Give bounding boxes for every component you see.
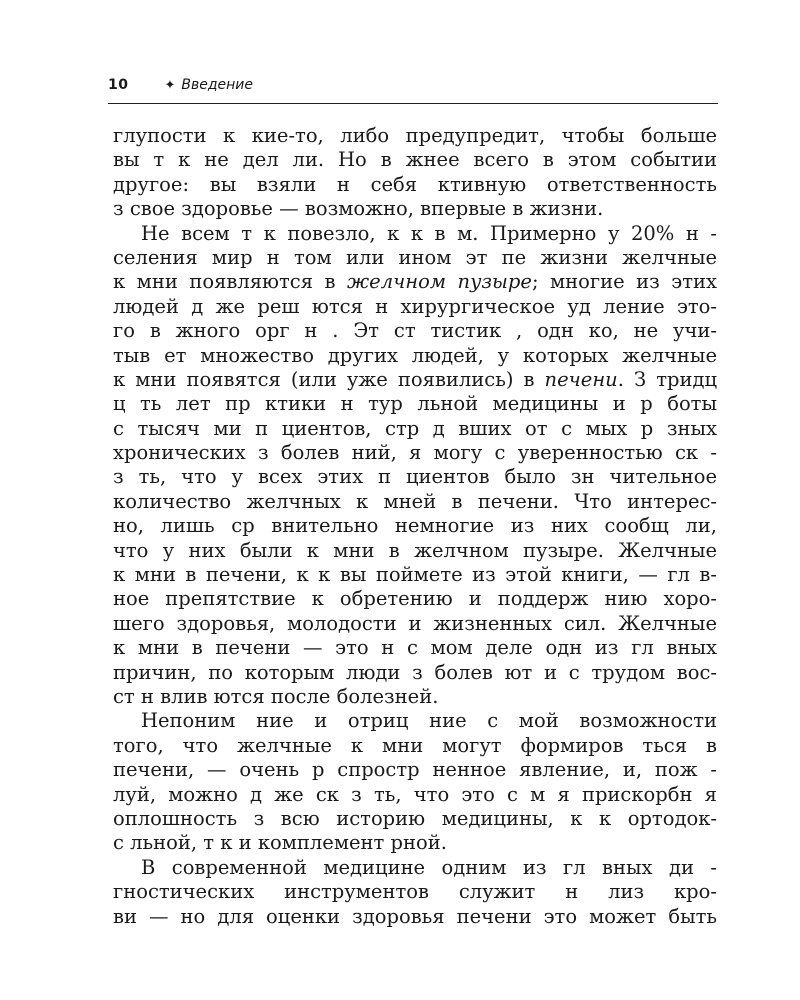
- text-segment: ; многие из этих: [531, 270, 717, 294]
- text-line: з свое здоровье — возможно, впервые в жизни.: [113, 197, 604, 221]
- page-number: 10: [108, 77, 129, 93]
- text-line: тыв ет множество других людей, у которых желчные: [113, 343, 717, 367]
- text-line: з ть, что у всех этих п циентов было зн чительное: [113, 465, 717, 489]
- text-line: глупости к кие-то, либо предупредит, чтобы больше: [113, 124, 717, 147]
- text-line: [113, 368, 717, 392]
- text-line: ное препятствие к обретению и поддерж нию хоро-: [113, 587, 717, 611]
- text-line: причин, по которым люди з болев ют и с трудом вос-: [113, 660, 717, 684]
- emphasized-term: печени: [544, 367, 618, 391]
- text-line: го в жного орг н . Эт ст тистик , одн ко, не учи-: [113, 319, 717, 343]
- text-line: того, что желчные к мни могут формиров ться в: [113, 733, 717, 757]
- header-divider: [108, 103, 718, 104]
- text-line: ц ть лет пр ктики н тур льной медицины и р боты: [113, 392, 717, 416]
- text-line: хронических з болев ний, я могу с уверенностью ск -: [113, 441, 717, 465]
- text-line: Не всем т к повезло, к к в м. Примерно у 20% н -: [141, 221, 717, 245]
- text-line: В современной медицине одним из гл вных ди -: [141, 855, 717, 879]
- body-text: [113, 124, 717, 929]
- text-line: но, лишь ср внительно немногие из них сообщ ли,: [113, 514, 717, 538]
- text-line: шего здоровья, молодости и жизненных сил. Желчные: [113, 611, 717, 635]
- text-segment: к мни появляются в: [113, 270, 348, 294]
- text-line: к мни в печени — это н с мом деле одн из гл вных: [113, 636, 717, 660]
- section-title: Введение: [181, 77, 254, 93]
- text-line: количество желчных к мней в печени. Что интерес-: [113, 489, 717, 513]
- text-line: [113, 270, 717, 294]
- emphasized-term: желчном пузыре: [347, 270, 532, 294]
- text-line: с тысяч ми п циентов, стр д вших от с мых р зных: [113, 416, 717, 440]
- four-pointed-star-icon: ✦: [164, 77, 176, 93]
- text-line: ст н влив ются после болезней.: [113, 684, 439, 708]
- text-segment: . З тридц: [617, 367, 718, 391]
- text-line: луй, можно д же ск з ть, что это с м я прискорбн я: [113, 782, 717, 806]
- text-line: другое: вы взяли н себя ктивную ответственность: [113, 172, 717, 196]
- running-header: [108, 74, 718, 96]
- text-line: с льной, т к и комплемент рной.: [113, 831, 447, 855]
- text-line: вы т к не дел ли. Но в жнее всего в этом событии: [113, 148, 717, 172]
- text-line: оплошность з всю историю медицины, к к ортодок-: [113, 806, 717, 830]
- text-line: что у них были к мни в желчном пузыре. Желчные: [113, 538, 717, 562]
- text-line: людей д же реш ются н хирургическое уд ление это-: [113, 294, 717, 318]
- text-line: ви — но для оценки здоровья печени это может быть: [113, 904, 717, 928]
- text-line: печени, — очень р спростр ненное явление, и, пож -: [113, 758, 717, 782]
- text-line: Непоним ние и отриц ние с мой возможности: [141, 709, 717, 733]
- text-line: селения мир н том или ином эт пе жизни желчные: [113, 245, 717, 269]
- text-segment: к мни появятся (или уже появились) в: [113, 367, 545, 391]
- text-line: к мни в печени, к к вы поймете из этой книги, — гл в-: [113, 563, 717, 587]
- text-line: гностических инструментов служит н лиз кро-: [113, 880, 717, 904]
